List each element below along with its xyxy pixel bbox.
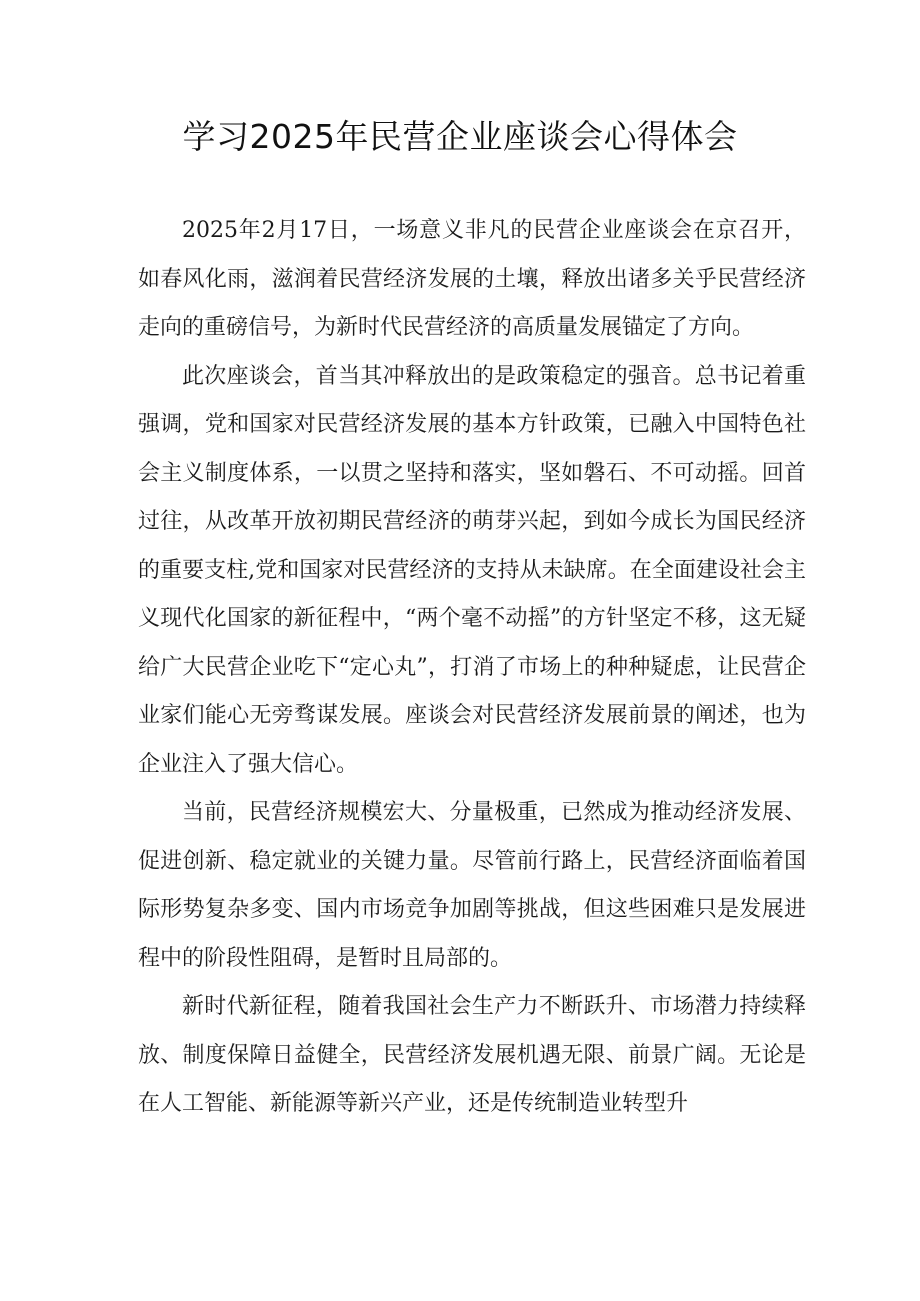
paragraph-1: 2025年2月17日，一场意义非凡的民营企业座谈会在京召开，如春风化雨，滋润着民营经济发展的土壤，释放出诸多关乎民营经济走向的重磅信号，为新时代民营经济的高质量发展锚定了方向。 <box>138 218 806 340</box>
paragraph-4: 新时代新征程，随着我国社会生产力不断跃升、市场潜力持续释放、制度保障日益健全，民营经济发展机遇无限、前景广阔。无论是在人工智能、新能源等新兴产业，还是传统制造业转型升 <box>138 994 806 1116</box>
document-body <box>138 207 806 1129</box>
paragraph-3: 当前，民营经济规模宏大、分量极重，已然成为推动经济发展、促进创新、稳定就业的关键力量。尽管前行路上，民营经济面临着国际形势复杂多变、国内市场竞争加剧等挑战，但这些困难只是发展进程中的阶段性阻碍，是暂时且局部的。 <box>138 800 806 971</box>
paragraph-2: 此次座谈会，首当其冲释放出的是政策稳定的强音。总书记着重强调，党和国家对民营经济发展的基本方针政策，已融入中国特色社会主义制度体系，一以贯之坚持和落实，坚如磐石、不可动摇。回首过往，从改革开放初期民营经济的萌芽兴起，到如今成长为国民经济的重要支柱,党和国家对民营经济的支持从未缺席。在全面建设社会主义现代化国家的新征程中，“两个毫不动摇”的方针坚定不移，这无疑给广大民营企业吃下“定心丸”，打消了市场上的种种疑虑，让民营企业家们能心无旁骛谋发展。座谈会对民营经济发展前景的阐述，也为企业注入了强大信心。 <box>138 363 806 777</box>
document-title: 学习2025年民营企业座谈会心得体会 <box>182 117 738 156</box>
